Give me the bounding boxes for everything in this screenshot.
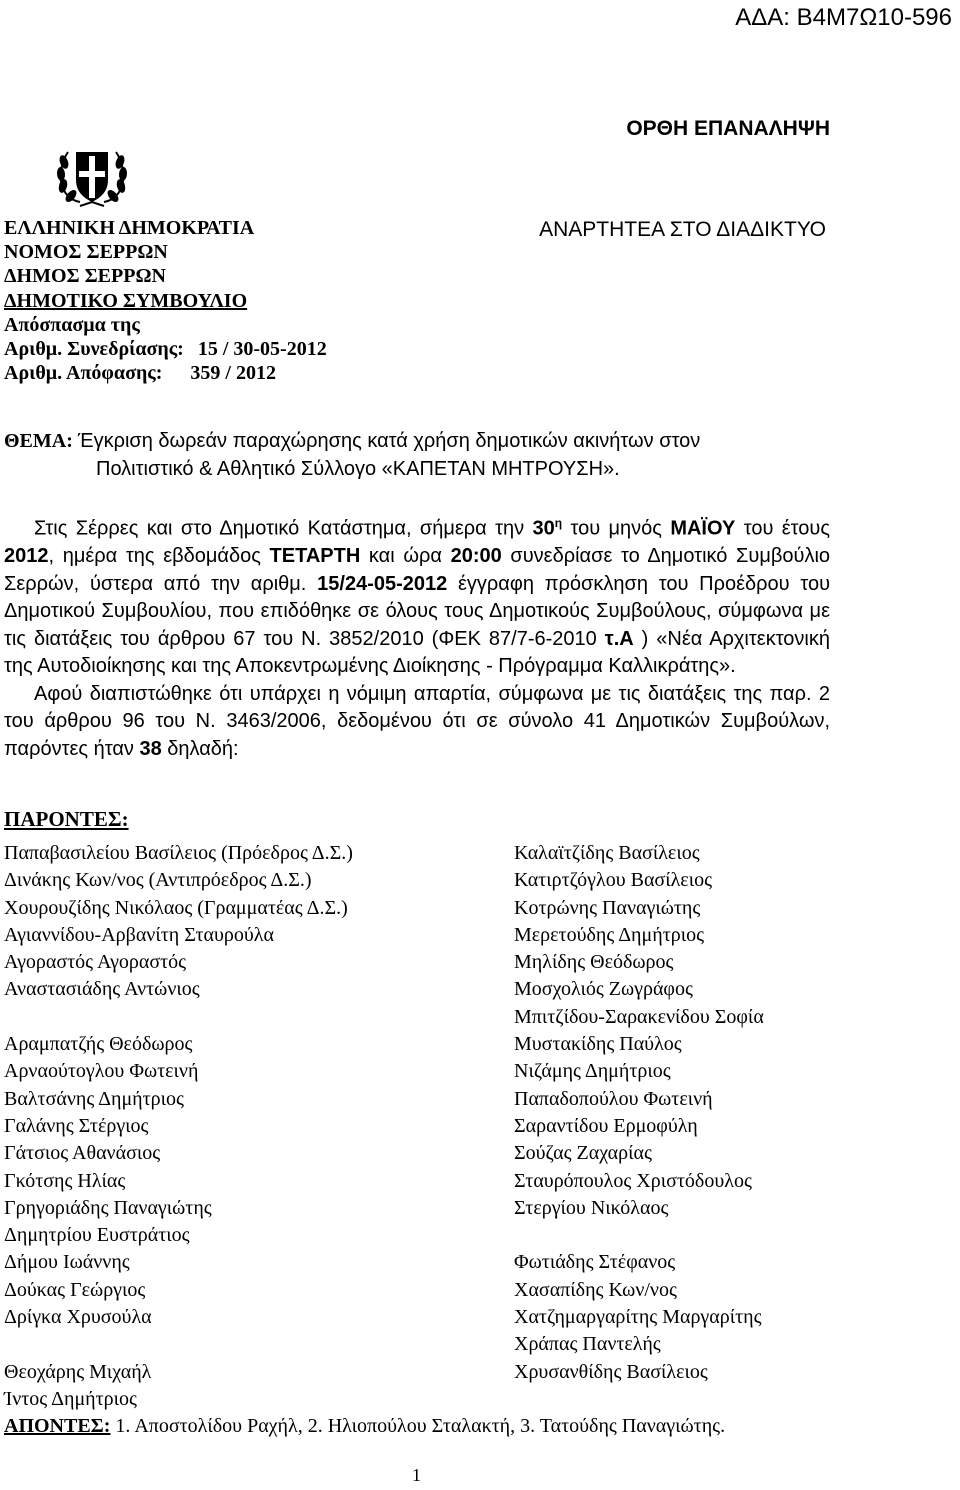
council-member: Αναστασιάδης Αντώνιος [4,978,200,1001]
council-member: Μπιτζίδου-Σαρακενίδου Σοφία [514,1005,764,1028]
council-member: Χράπας Παντελής [514,1333,661,1356]
opening-paragraph [4,510,830,681]
council-member: Αραμπατζής Θεόδωρος [4,1033,193,1056]
council-member: Σούζας Ζαχαρίας [514,1142,652,1165]
absent-list: 1. Αποστολίδου Ραχήλ, 2. Ηλιοπούλου Σταλακτή, 3. Τατούδης Παναγιώτης. [110,1415,726,1437]
council-member: Μοσχολιός Ζωγράφος [514,978,693,1001]
text-run: του έτους [735,517,830,540]
absent-heading: ΑΠΟΝΤΕΣ: [4,1415,111,1437]
text-run: και ώρα [360,545,451,568]
council-member: Γαλάνης Στέργιος [4,1114,149,1137]
council-member: Νιζάμης Δημήτριος [514,1060,671,1083]
decision-line [4,361,327,385]
absent-block [4,1413,830,1439]
republic-heading: ΕΛΛΗΝΙΚΗ ΔΗΜΟΚΡΑΤΙΑ [4,217,255,239]
session-label: Αριθμ. Συνεδρίασης: [4,338,184,361]
council-member: Φωτιάδης Στέφανος [514,1251,676,1274]
session-value: 15 / 30-05-2012 [197,338,327,361]
council-member: Κατιρτζόγλου Βασίλειος [514,869,712,892]
council-heading: ΔΗΜΟΤΙΚΟ ΣΥΜΒΟΥΛΙΟ [4,289,248,312]
text-run: δηλαδή: [161,737,239,760]
meeting-weekday: ΤΕΤΑΡΤΗ [269,545,361,568]
council-member: Γκότσης Ηλίας [4,1169,126,1192]
excerpt-label: Απόσπασμα της [4,313,140,336]
list-spacer [514,1222,764,1249]
council-member: Ίντος Δημήτριος [4,1387,137,1410]
correction-note: ΟΡΘΗ ΕΠΑΝΑΛΗΨΗ [626,117,830,140]
council-member: Γρηγοριάδης Παναγιώτης [4,1196,212,1219]
meeting-time: 20:00 [450,545,502,568]
council-member: Σαραντίδου Ερμοφύλη [514,1114,698,1137]
council-member: Κοτρώνης Παναγιώτης [514,896,701,919]
present-list-left [4,840,353,1413]
council-member: Σταυρόπουλος Χριστόδουλος [514,1169,752,1192]
council-member: Μυστακίδης Παύλος [514,1033,682,1056]
ada-code: ΑΔΑ: Β4Μ7Ω10-596 [735,4,952,31]
council-member: Μηλίδης Θεόδωρος [514,951,674,974]
decision-value: 359 / 2012 [190,362,276,385]
text-run: συνεδρίασε το Δημοτικό Συμβούλιο Σερρών, ύστερα από την αριθμ. [4,545,831,595]
text-run: ) «Νέα Αρχιτεκτονική της Αυτοδιοίκησης και της Αποκεντρωμένης Διοίκησης - Πρόγραμμα Καλλικράτης». [4,627,830,678]
council-member: Χουρουζίδης Νικόλαος (Γραμματέας Δ.Σ.) [4,896,348,919]
council-member: Αγιαννίδου-Αρβανίτη Σταυρούλα [4,923,274,946]
list-spacer [4,1331,353,1358]
council-member: Αρναούτογλου Φωτεινή [4,1060,199,1083]
present-heading: ΠΑΡΟΝΤΕΣ: [4,807,129,831]
council-member: Αγοραστός Αγοραστός [4,951,187,974]
list-spacer [4,1004,353,1031]
council-member: Χασαπίδης Κων/νος [514,1278,677,1301]
text-run: του μηνός [562,517,671,540]
decision-label: Αριθμ. Απόφασης: [4,362,163,385]
gazette-issue: τ.Α [604,627,634,650]
subject-label: ΘΕΜΑ: [4,430,73,452]
council-member: Γάτσιος Αθανάσιος [4,1142,161,1165]
council-member: Παπαδοπούλου Φωτεινή [514,1087,713,1110]
invitation-number: 15/24-05-2012 [317,572,448,595]
council-member: Χατζημαργαρίτης Μαργαρίτης [514,1306,762,1329]
municipality-heading: ΔΗΜΟΣ ΣΕΡΡΩΝ [4,265,166,288]
issuer-header [4,216,327,385]
greek-coat-of-arms-icon [50,142,134,214]
council-member: Θεοχάρης Μιχαήλ [4,1360,152,1383]
council-member: Δημητρίου Ευστράτιος [4,1224,190,1247]
council-member: Παπαβασιλείου Βασίλειος (Πρόεδρος Δ.Σ.) [4,842,353,864]
text-run: Αφού διαπιστώθηκε ότι υπάρχει η νόμιμη απαρτία, σύμφωνα με τις διατάξεις της παρ. 2 του άρθρου 96 του Ν. 3463/2006, δεδομένου ότι σε σύνολο 41 Δημοτικών Συμβούλων, παρόντες ήταν [4,682,830,760]
council-member: Καλαϊτζίδης Βασίλειος [514,842,700,864]
meeting-month: ΜΑΪΟΥ [670,517,736,540]
ordinal-suffix: η [554,516,563,530]
subject-line-2: Πολιτιστικό & Αθλητικό Σύλλογο «ΚΑΠΕΤΑΝ ΜΗΤΡΟΥΣΗ». [96,457,620,480]
text-run: Στις Σέρρες και στο Δημοτικό Κατάστημα, σήμερα την [34,517,533,540]
session-line [4,337,327,361]
prefecture-heading: ΝΟΜΟΣ ΣΕΡΡΩΝ [4,241,168,264]
text-run: έγγραφη πρόσκληση του Προέδρου του Δημοτικού Συμβουλίου, που επιδόθηκε σε όλους τους Δημοτικούς Συμβούλους, σύμφωνα με τις διατάξεις του άρθρου 67 του Ν. 3852/2010 (ΦΕΚ 87/7-6-2010 [4,572,831,650]
council-member: Χρυσανθίδης Βασίλειος [514,1360,708,1383]
council-member: Βαλτσάνης Δημήτριος [4,1087,184,1110]
page-number: 1 [412,1465,421,1485]
quorum-paragraph [4,681,830,764]
meeting-day: 30 [532,517,555,540]
subject-line-1: Έγκριση δωρεάν παραχώρησης κατά χρήση δημοτικών ακινήτων στον [77,430,701,452]
present-list-right [514,840,764,1386]
council-member: Δρίγκα Χρυσούλα [4,1306,152,1329]
council-member: Στεργίου Νικόλαος [514,1196,669,1219]
posting-note: ΑΝΑΡΤΗΤΕΑ ΣΤΟ ΔΙΑΔΙΚΤΥΟ [539,218,826,241]
minutes-body [4,510,830,763]
present-count: 38 [139,737,162,760]
text-run: , ημέρα της εβδομάδος [48,545,270,568]
council-member: Δινάκης Κων/νος (Αντιπρόεδρος Δ.Σ.) [4,869,312,892]
meeting-year: 2012 [4,545,49,568]
council-member: Δήμου Ιωάννης [4,1251,130,1274]
subject-block [4,428,830,483]
council-member: Μερετούδης Δημήτριος [514,923,705,946]
council-member: Δούκας Γεώργιος [4,1278,146,1301]
